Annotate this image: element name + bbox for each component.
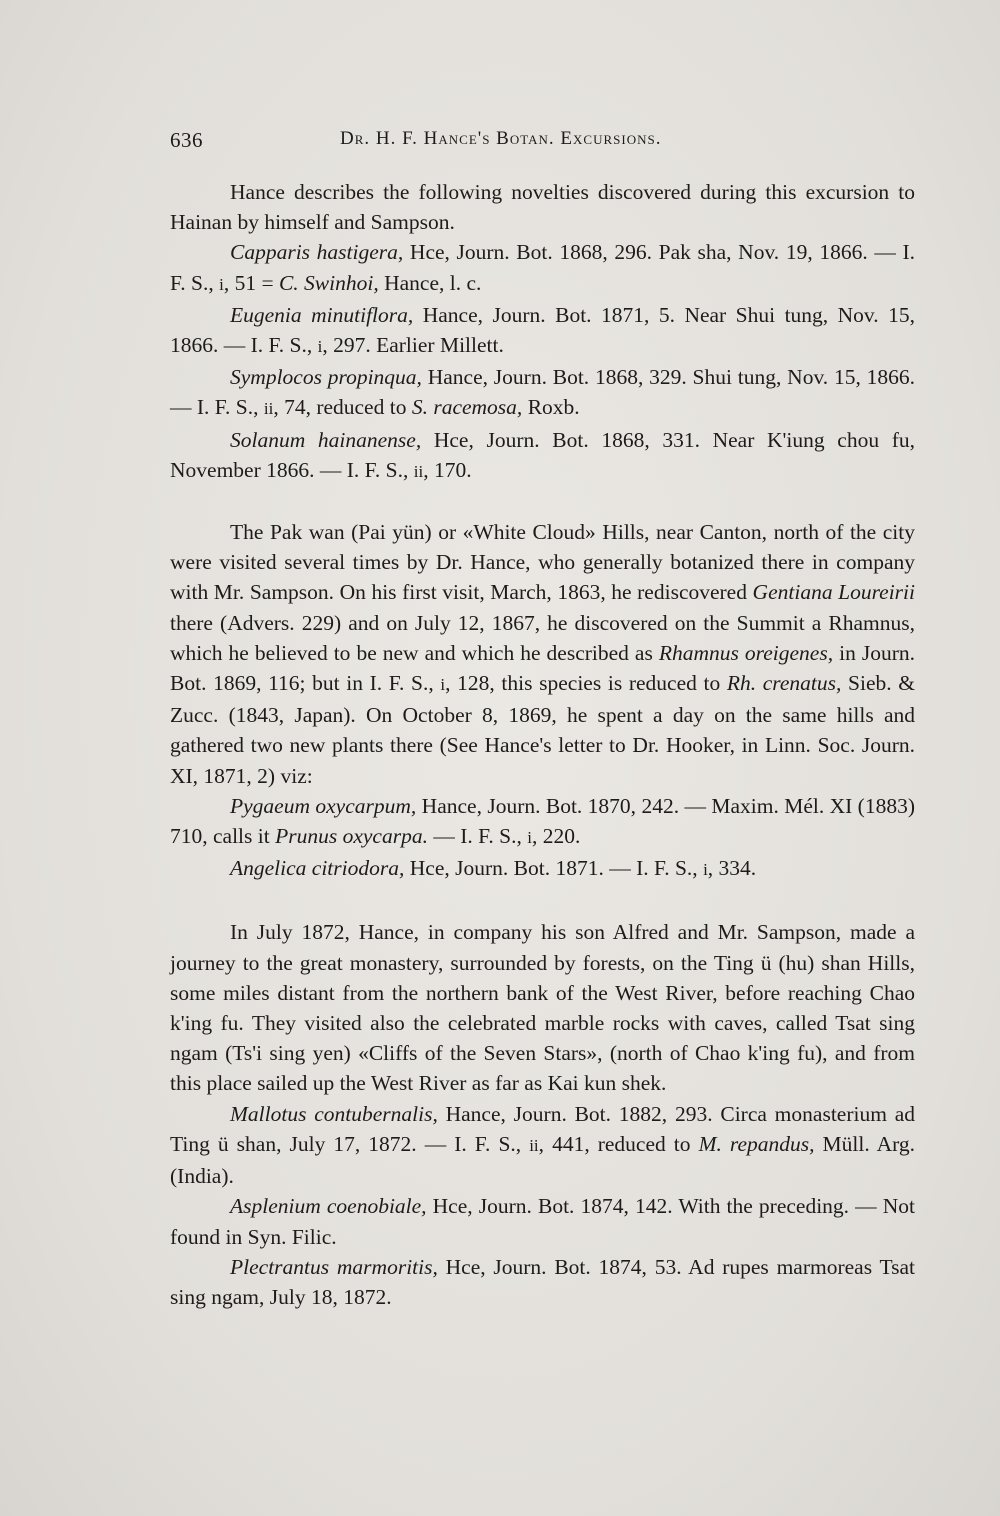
paragraph-intro: Hance describes the following novelties discovered during this excursion to Hainan by himself and Sampson. (170, 180, 915, 235)
taxon-name: Angelica citriodora, (230, 856, 405, 881)
taxon-name: Mallotus contubernalis, (230, 1101, 438, 1126)
entry-mallotus: Mallotus contubernalis, Hance, Journ. Bot. 1882, 293. Circa monasterium ad Ting ü shan, July 17, 1872. — I. F. S., ii, 441, reduced to M. repandus, Müll. Arg. (India). (170, 1101, 916, 1189)
entry-symplocos: Symplocos propinqua, Hance, Journ. Bot. 1868, 329. Shui tung, Nov. 15, 1866. — I. F. S., ii, 74, reduced to S. racemosa, Roxb. (170, 365, 916, 420)
taxon-name: Plectrantus marmoritis, (230, 1254, 438, 1279)
volume-numeral: i (219, 274, 224, 294)
taxon-name: Asplenium coenobiale, (230, 1194, 427, 1219)
volume-numeral: i (703, 860, 708, 880)
taxon-name: Pygaeum oxycarpum, (230, 793, 417, 818)
paragraph-pak-wan: The Pak wan (Pai yün) or «White Cloud» Hills, near Canton, north of the city were visited several times by Dr. Hance, who generally botanized there in company with Mr. Sampson. On his first visit, March, 1863, he rediscovered Gentiana Loureirii there (Advers. 229) and on July 12, 1867, he discovered on the Summit a Rhamnus, which he believed to be new and which he described as Rhamnus oreigenes, in Journ. Bot. 1869, 116; but in I. F. S., i, 128, this species is reduced to Rh. crenatus, Sieb. & Zucc. (1843, Japan). On October 8, 1869, he spent a day on the same hills and gathered two new plants there (See Hance's letter to Dr. Hooker, in Linn. Soc. Journ. XI, 1871, 2) viz: (170, 520, 915, 788)
entry-solanum: Solanum hainanense, Hce, Journ. Bot. 1868, 331. Near K'iung chou fu, November 1866. — I. F. S., ii, 170. (170, 427, 915, 482)
volume-numeral: ii (263, 399, 274, 419)
volume-numeral: i (527, 828, 532, 848)
taxon-name: Gentiana Loureirii (752, 580, 915, 605)
page-body (170, 177, 915, 1312)
volume-numeral: ii (529, 1135, 539, 1155)
taxon-name: Eugenia minutiflora, (230, 302, 414, 327)
running-head: Dr. H. F. Hance's Botan. Excursions. (340, 128, 662, 149)
entry-plectrantus: Plectrantus marmoritis, Hce, Journ. Bot. 1874, 53. Ad rupes marmoreas Tsat sing ngam, July 18, 1872. (170, 1254, 916, 1309)
entry-eugenia: Eugenia minutiflora, Hance, Journ. Bot. 1871, 5. Near Shui tung, Nov. 15, 1866. — I. F. S., i, 297. Earlier Millett. (170, 302, 915, 358)
volume-numeral: i (317, 337, 323, 357)
volume-numeral: i (440, 675, 446, 695)
entry-capparis: Capparis hastigera, Hce, Journ. Bot. 1868, 296. Pak sha, Nov. 19, 1866. — I. F. S., i, 51 = C. Swinhoi, Hance, l. c. (170, 240, 915, 295)
taxon-name: Capparis hastigera, (230, 240, 404, 265)
entry-pygaeum: Pygaeum oxycarpum, Hance, Journ. Bot. 1870, 242. — Maxim. Mél. XI (1883) 710, calls it Prunus oxycarpa. — I. F. S., i, 220. (170, 793, 915, 849)
taxon-name: Solanum hainanense, (230, 427, 422, 452)
page-number: 636 (170, 128, 203, 152)
entry-asplenium: Asplenium coenobiale, Hce, Journ. Bot. 1874, 142. With the preceding. — Not found in Syn. Filic. (170, 1194, 915, 1249)
taxon-name: Rh. crenatus, (726, 671, 842, 696)
paragraph-ting-u-shan: In July 1872, Hance, in company his son Alfred and Mr. Sampson, made a journey to the great monastery, surrounded by forests, on the Ting ü (hu) shan Hills, some miles distant from the northern bank of the West River, before reaching Chao k'ing fu. They visited also the celebrated marble rocks with caves, called Tsat sing ngam (Ts'i sing yen) «Cliffs of the Seven Stars», (north of Chao k'ing fu), and from this place sailed up the West River as far as Kai kun shek. (170, 920, 915, 1096)
page-header (170, 128, 915, 158)
taxon-name: Symplocos propinqua, (230, 365, 422, 390)
taxon-name: Rhamnus oreigenes, (658, 640, 834, 665)
synonym-name: C. Swinhoi, (278, 270, 379, 295)
synonym-name: S. racemosa, (411, 395, 523, 420)
synonym-name: M. repandus, (698, 1131, 815, 1156)
volume-numeral: ii (413, 461, 424, 481)
synonym-name: Prunus oxycarpa. (275, 824, 428, 849)
entry-angelica: Angelica citriodora, Hce, Journ. Bot. 1871. — I. F. S., i, 334. (230, 856, 757, 881)
